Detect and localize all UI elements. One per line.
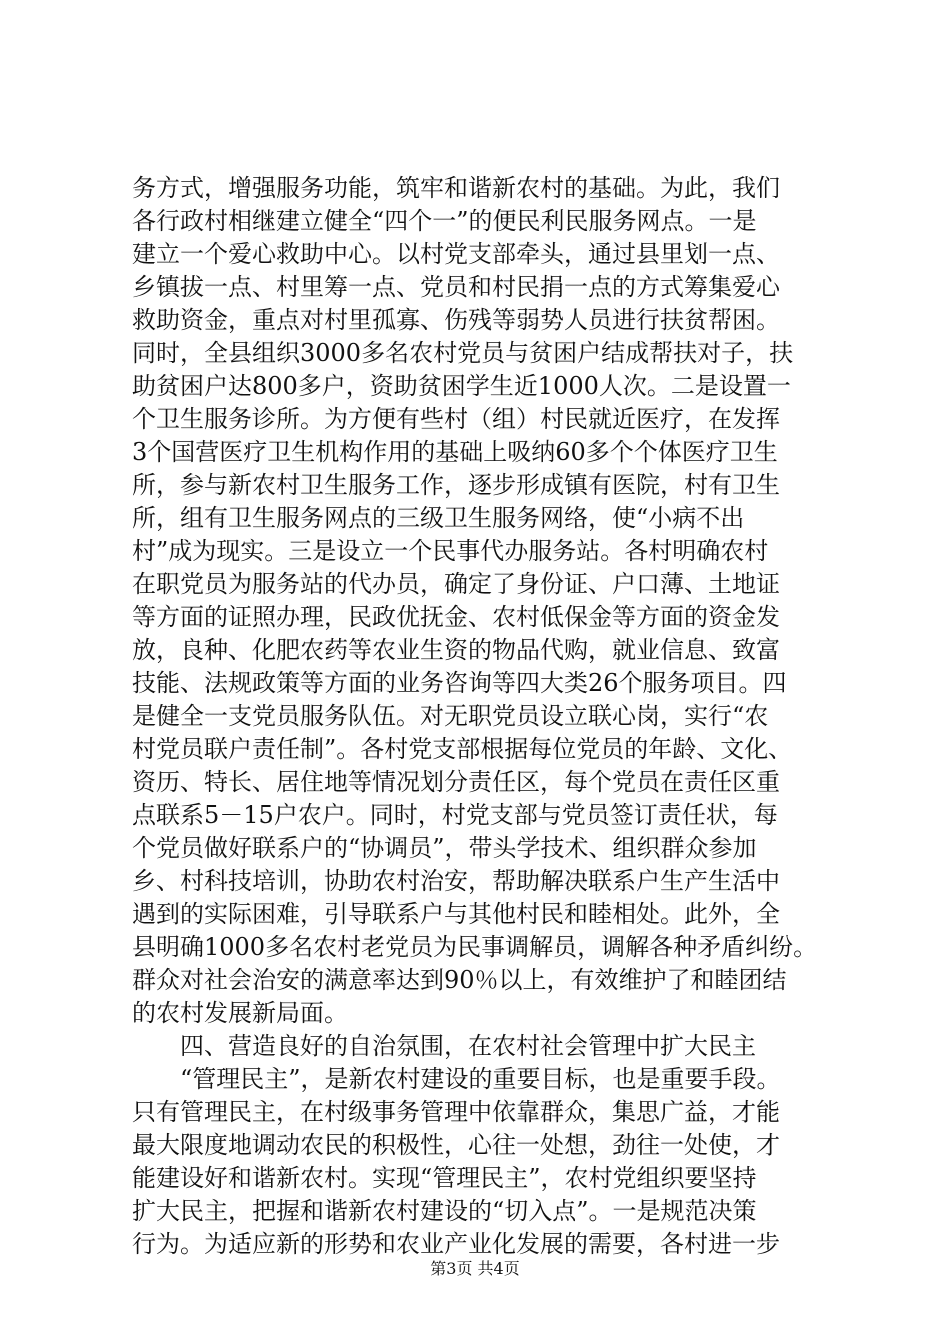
text-line: 行为。为适应新的形势和农业产业化发展的需要，各村进一步	[132, 1230, 780, 1258]
text-line: 四、营造良好的自治氛围，在农村社会管理中扩大民主	[132, 1032, 756, 1060]
text-line: 3个国营医疗卫生机构作用的基础上吸纳60多个个体医疗卫生	[132, 438, 778, 466]
text-line: 放，良种、化肥农药等农业生资的物品代购，就业信息、致富	[132, 636, 780, 664]
text-line: 乡、村科技培训，协助农村治安，帮助解决联系户生产生活中	[132, 867, 780, 895]
text-line: 点联系5－15户农户。同时，村党支部与党员签订责任状，每	[132, 801, 778, 829]
text-line: 的农村发展新局面。	[132, 999, 348, 1027]
text-line: 等方面的证照办理，民政优抚金、农村低保金等方面的资金发	[132, 603, 780, 631]
text-line: 技能、法规政策等方面的业务咨询等四大类26个服务项目。四	[132, 669, 787, 697]
text-line: 个卫生服务诊所。为方便有些村（组）村民就近医疗，在发挥	[132, 405, 780, 433]
text-line: 救助资金，重点对村里孤寡、伤残等弱势人员进行扶贫帮困。	[132, 306, 780, 334]
text-line: 县明确1000多名农村老党员为民事调解员，调解各种矛盾纠纷。	[132, 933, 818, 961]
text-line: 同时，全县组织3000多名农村党员与贫困户结成帮扶对子，扶	[132, 339, 794, 367]
text-line: 村”成为现实。三是设立一个民事代办服务站。各村明确农村	[132, 537, 769, 565]
text-line: 所，组有卫生服务网点的三级卫生服务网络，使“小病不出	[132, 504, 745, 532]
text-line: 乡镇拔一点、村里筹一点、党员和村民捐一点的方式筹集爱心	[132, 273, 780, 301]
text-line: 最大限度地调动农民的积极性，心往一处想，劲往一处使，才	[132, 1131, 780, 1159]
text-line: 能建设好和谐新农村。实现“管理民主”，农村党组织要坚持	[132, 1164, 757, 1192]
text-line: 各行政村相继建立健全“四个一”的便民利民服务网点。一是	[132, 207, 757, 235]
document-body	[132, 172, 872, 1261]
text-line: 助贫困户达800多户，资助贫困学生近1000人次。二是设置一	[132, 372, 791, 400]
text-line: “管理民主”，是新农村建设的重要目标，也是重要手段。	[132, 1065, 781, 1093]
text-line: 建立一个爱心救助中心。以村党支部牵头，通过县里划一点、	[132, 240, 780, 268]
text-line: 遇到的实际困难，引导联系户与其他村民和睦相处。此外，全	[132, 900, 780, 928]
text-line: 在职党员为服务站的代办员，确定了身份证、户口薄、土地证	[132, 570, 780, 598]
text-line: 扩大民主，把握和谐新农村建设的“切入点”。一是规范决策	[132, 1197, 757, 1225]
text-line: 村党员联户责任制”。各村党支部根据每位党员的年龄、文化、	[132, 735, 793, 763]
text-line: 只有管理民主，在村级事务管理中依靠群众，集思广益，才能	[132, 1098, 780, 1126]
text-line: 是健全一支党员服务队伍。对无职党员设立联心岗，实行“农	[132, 702, 769, 730]
page-footer: 第3页 共4页	[430, 1259, 520, 1278]
text-line: 群众对社会治安的满意率达到90％以上，有效维护了和睦团结	[132, 966, 787, 994]
text-line: 资历、特长、居住地等情况划分责任区，每个党员在责任区重	[132, 768, 780, 796]
text-line: 个党员做好联系户的“协调员”，带头学技术、组织群众参加	[132, 834, 757, 862]
text-line: 务方式，增强服务功能，筑牢和谐新农村的基础。为此，我们	[132, 174, 780, 202]
text-line: 所，参与新农村卫生服务工作，逐步形成镇有医院，村有卫生	[132, 471, 780, 499]
